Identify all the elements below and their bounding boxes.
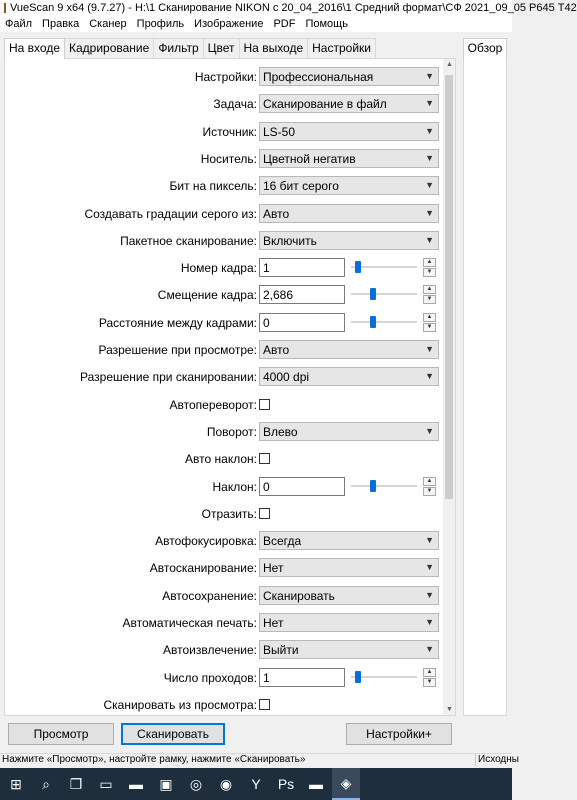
chevron-down-icon: ▼	[425, 371, 434, 382]
chevron-down-icon: ▼	[425, 562, 434, 573]
setting-row	[5, 367, 443, 387]
setting-label: Разрешение при сканировании:	[80, 370, 257, 385]
chevron-down-icon: ▼	[425, 180, 434, 191]
spin-up-icon[interactable]: ▲	[423, 258, 436, 267]
setting-slider[interactable]	[351, 668, 417, 687]
setting-dropdown[interactable]	[259, 422, 439, 441]
scan-button[interactable]: Сканировать	[121, 723, 225, 745]
menu-help[interactable]: Помощь	[305, 18, 348, 30]
more-settings-button[interactable]: Настройки+	[346, 723, 452, 745]
spin-up-icon[interactable]: ▲	[423, 477, 436, 486]
taskbar-glyph: ⊞	[10, 775, 22, 792]
setting-spinner[interactable]	[423, 313, 436, 332]
dropdown-value: Влево	[263, 424, 298, 439]
setting-dropdown[interactable]	[259, 149, 439, 168]
spin-down-icon[interactable]: ▼	[423, 295, 436, 304]
chevron-down-icon: ▼	[425, 425, 434, 436]
setting-label: Бит на пиксель:	[169, 179, 257, 194]
setting-row	[5, 67, 443, 87]
setting-label: Источник:	[202, 124, 257, 139]
setting-row	[5, 504, 443, 524]
setting-row	[5, 449, 443, 469]
dropdown-value: Сканирование в файл	[263, 97, 387, 112]
setting-slider[interactable]	[351, 313, 417, 332]
dropdown-value: 16 бит серого	[263, 179, 339, 194]
setting-row	[5, 586, 443, 606]
taskbar-glyph: ❐	[69, 775, 83, 792]
setting-slider[interactable]	[351, 477, 417, 496]
setting-label: Отразить:	[201, 506, 257, 521]
setting-label: Носитель:	[200, 151, 257, 166]
setting-row	[5, 531, 443, 551]
setting-checkbox[interactable]	[259, 699, 270, 710]
setting-label: Наклон:	[212, 479, 257, 494]
dropdown-value: Нет	[263, 616, 284, 630]
spin-up-icon[interactable]: ▲	[423, 285, 436, 294]
chevron-down-icon: ▼	[425, 617, 434, 627]
setting-checkbox[interactable]	[259, 399, 270, 410]
tab-color[interactable]: Цвет	[203, 38, 240, 58]
input-value: 1	[263, 670, 270, 685]
taskbar-glyph: Y	[251, 776, 261, 792]
setting-row	[5, 94, 443, 114]
dropdown-value: Выйти	[263, 643, 299, 658]
menu-image[interactable]: Изображение	[194, 18, 264, 30]
setting-slider[interactable]	[351, 258, 417, 277]
setting-row	[5, 422, 443, 442]
setting-checkbox[interactable]	[259, 508, 270, 519]
files-icon[interactable]	[302, 768, 330, 800]
setting-dropdown[interactable]	[259, 531, 439, 550]
chevron-down-icon: ▼	[425, 234, 434, 245]
tab-filter[interactable]: Фильтр	[153, 38, 203, 58]
tab-output[interactable]: На выходе	[239, 38, 309, 58]
setting-spinner[interactable]	[423, 668, 436, 687]
edge-icon[interactable]	[182, 768, 210, 800]
dropdown-value: Профессиональная	[263, 70, 374, 84]
setting-row	[5, 395, 443, 415]
settings-panel	[4, 58, 456, 716]
status-source: Исходны	[475, 754, 519, 766]
vuescan-icon[interactable]	[332, 768, 360, 800]
setting-dropdown[interactable]	[259, 640, 439, 659]
setting-label: Расстояние между кадрами:	[98, 315, 257, 330]
setting-dropdown[interactable]	[259, 340, 439, 359]
setting-dropdown[interactable]	[259, 613, 439, 632]
chevron-down-icon: ▼	[425, 644, 434, 655]
search-icon[interactable]	[32, 768, 60, 800]
slider-track	[351, 321, 417, 323]
setting-dropdown[interactable]	[259, 231, 439, 250]
setting-number-input[interactable]	[259, 285, 345, 304]
chevron-down-icon: ▼	[425, 125, 434, 136]
windows-start-icon[interactable]	[2, 768, 30, 800]
dropdown-value: Авто	[263, 343, 290, 357]
dropdown-value: Включить	[263, 233, 317, 248]
preview-panel	[463, 58, 507, 716]
setting-label: Автосохранение:	[162, 588, 257, 603]
chevron-down-icon: ▼	[425, 98, 434, 109]
dropdown-value: Цветной негатив	[263, 151, 356, 166]
chrome-icon[interactable]	[212, 768, 240, 800]
input-value: 0	[263, 315, 270, 330]
setting-label: Смещение кадра:	[157, 288, 257, 303]
menu-profile[interactable]: Профиль	[136, 18, 185, 30]
preview-button[interactable]: Просмотр	[8, 723, 114, 745]
taskbar-glyph: Ps	[277, 776, 295, 792]
task-view-icon[interactable]	[62, 768, 90, 800]
menu-edit[interactable]: Правка	[42, 18, 80, 30]
setting-dropdown[interactable]	[259, 204, 439, 223]
menu-scanner[interactable]: Сканер	[89, 18, 127, 30]
taskbar-glyph: ◈	[340, 774, 352, 791]
setting-label: Автоматическая печать:	[122, 616, 257, 630]
window-title: VueScan 9 x64 (9.7.27) - H:\1 Сканирование NIKON с 20_04_2016\1 Средний формат\СФ 2021_09_05 Р645 Т42	[10, 2, 577, 14]
spin-down-icon[interactable]: ▼	[423, 323, 436, 332]
setting-number-input[interactable]	[259, 668, 345, 687]
setting-row	[5, 258, 443, 278]
setting-label: Поворот:	[206, 424, 257, 439]
setting-number-input[interactable]	[259, 258, 345, 277]
setting-row	[5, 204, 443, 224]
tab-input[interactable]: На входе	[4, 38, 65, 59]
dropdown-value: Нет	[263, 561, 284, 576]
scrollbar-thumb[interactable]	[445, 75, 453, 499]
dropdown-value: LS-50	[263, 124, 296, 139]
chevron-down-icon: ▼	[425, 71, 434, 81]
chevron-down-icon: ▼	[425, 535, 434, 546]
setting-label: Номер кадра:	[180, 261, 257, 276]
setting-label: Автосканирование:	[149, 561, 257, 576]
setting-dropdown[interactable]	[259, 122, 439, 141]
setting-row	[5, 477, 443, 497]
slider-knob[interactable]	[370, 288, 376, 300]
setting-label: Создавать градации серого из:	[84, 206, 257, 221]
status-bar	[0, 753, 519, 767]
setting-label: Автопереворот:	[169, 397, 257, 412]
taskbar-glyph: ◎	[189, 775, 203, 792]
spin-down-icon[interactable]: ▼	[423, 268, 436, 277]
store-icon[interactable]	[152, 768, 180, 800]
scroll-up-icon[interactable]: ▲	[446, 61, 453, 68]
chevron-down-icon: ▼	[425, 344, 434, 354]
taskbar-glyph: ▣	[159, 775, 173, 792]
setting-label: Авто наклон:	[185, 452, 257, 467]
slider-knob[interactable]	[370, 316, 376, 328]
setting-dropdown[interactable]	[259, 367, 439, 386]
setting-checkbox[interactable]	[259, 453, 270, 464]
setting-dropdown[interactable]	[259, 94, 439, 113]
setting-row	[5, 149, 443, 169]
input-value: 0	[263, 479, 270, 494]
scroll-down-icon[interactable]: ▼	[446, 706, 453, 713]
setting-row	[5, 313, 443, 333]
windows-taskbar	[0, 768, 512, 800]
setting-row	[5, 231, 443, 251]
taskbar-glyph: ▬	[129, 776, 143, 792]
tab-preview[interactable]: Обзор	[463, 38, 507, 59]
setting-label: Разрешение при просмотре:	[98, 343, 257, 357]
setting-label: Автофокусировка:	[155, 534, 257, 549]
taskbar-glyph: ▬	[309, 776, 323, 792]
setting-slider[interactable]	[351, 285, 417, 304]
taskbar-glyph: ⌕	[42, 775, 50, 792]
slider-knob[interactable]	[370, 480, 376, 492]
setting-spinner[interactable]	[423, 258, 436, 277]
setting-row	[5, 122, 443, 142]
setting-row	[5, 558, 443, 578]
setting-label: Сканировать из просмотра:	[103, 697, 257, 712]
menu-pdf[interactable]: PDF	[273, 18, 296, 30]
tab-crop[interactable]: Кадрирование	[64, 38, 154, 58]
slider-knob[interactable]	[355, 261, 361, 273]
dropdown-value: 4000 dpi	[263, 370, 310, 385]
settings-tabs	[4, 38, 375, 58]
dropdown-value: Сканировать	[263, 588, 335, 603]
setting-row	[5, 695, 443, 715]
spin-up-icon[interactable]: ▲	[423, 313, 436, 322]
tab-prefs[interactable]: Настройки	[307, 38, 376, 58]
setting-row	[5, 340, 443, 360]
menu-bar	[0, 16, 512, 32]
setting-dropdown[interactable]	[259, 176, 439, 195]
chevron-down-icon: ▼	[425, 589, 434, 600]
setting-label: Автоизвлечение:	[163, 643, 257, 658]
input-value: 1	[263, 261, 270, 276]
slider-track	[351, 293, 417, 295]
chevron-down-icon: ▼	[425, 207, 434, 218]
spin-down-icon[interactable]: ▼	[423, 678, 436, 687]
setting-row	[5, 613, 443, 633]
setting-label: Задача:	[213, 97, 257, 112]
spin-down-icon[interactable]: ▼	[423, 487, 436, 496]
spin-up-icon[interactable]: ▲	[423, 668, 436, 677]
setting-label: Число проходов:	[163, 670, 257, 685]
taskbar-glyph: ▭	[99, 775, 113, 792]
setting-dropdown[interactable]	[259, 586, 439, 605]
yandex-icon[interactable]	[242, 768, 270, 800]
dropdown-value: Авто	[263, 206, 290, 221]
slider-track	[351, 485, 417, 487]
devices-icon[interactable]	[92, 768, 120, 800]
menu-file[interactable]: Файл	[5, 18, 33, 30]
setting-spinner[interactable]	[423, 285, 436, 304]
status-message: Нажмите «Просмотр», настройте рамку, нажмите «Сканировать»	[2, 754, 306, 765]
vuescan-app-icon	[4, 3, 6, 13]
file-explorer-icon[interactable]	[122, 768, 150, 800]
taskbar-glyph: ◉	[219, 775, 233, 792]
settings-scrollbar[interactable]	[443, 59, 455, 715]
dropdown-value: Всегда	[263, 534, 302, 549]
setting-row	[5, 285, 443, 305]
setting-spinner[interactable]	[423, 477, 436, 496]
setting-row	[5, 640, 443, 660]
setting-dropdown[interactable]	[259, 67, 439, 86]
setting-dropdown[interactable]	[259, 558, 439, 577]
chevron-down-icon: ▼	[425, 152, 434, 163]
setting-label: Настройки:	[194, 70, 257, 84]
input-value: 2,686	[263, 288, 294, 303]
setting-number-input[interactable]	[259, 477, 345, 496]
setting-row	[5, 668, 443, 688]
photoshop-icon[interactable]	[272, 768, 300, 800]
title-bar	[0, 0, 577, 16]
setting-number-input[interactable]	[259, 313, 345, 332]
setting-row	[5, 176, 443, 196]
slider-knob[interactable]	[355, 671, 361, 683]
setting-label: Пакетное сканирование:	[120, 233, 257, 248]
